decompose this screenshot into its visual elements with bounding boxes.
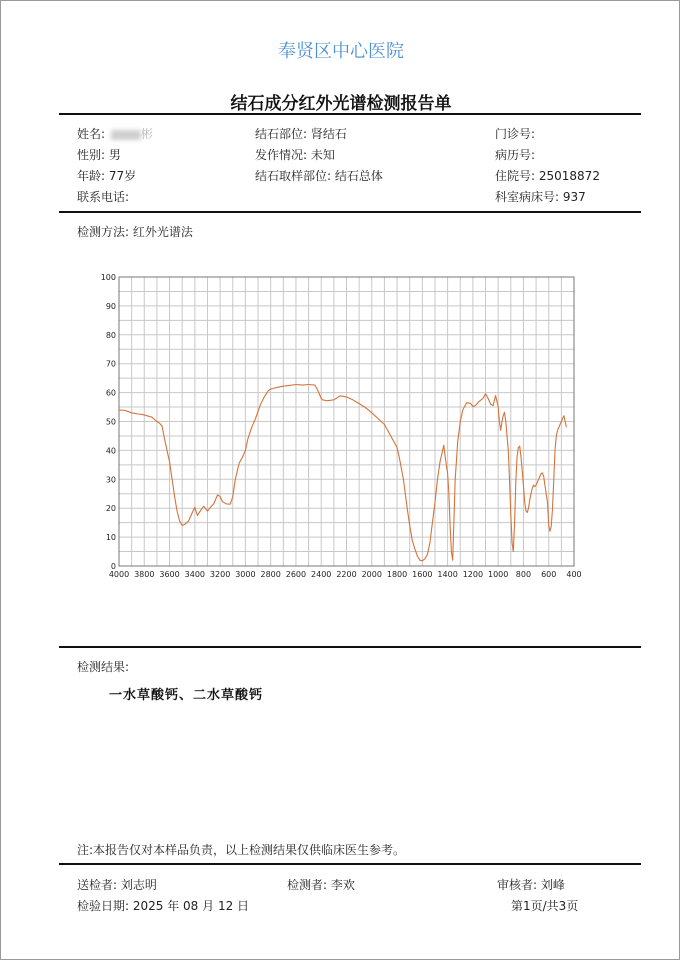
- age-field: [77, 167, 136, 184]
- sampling-value: 结石总体: [334, 169, 383, 183]
- phone-label: 联系电话:: [77, 190, 130, 204]
- x-tick-label: 1200: [462, 570, 484, 579]
- date-value: 2025 年 08 月 12 日: [132, 899, 250, 913]
- hospital-name: 奉贤区中心医院: [278, 41, 404, 62]
- chart-divider: [59, 646, 641, 648]
- phone-field: [77, 188, 129, 205]
- y-tick-label: 80: [105, 330, 116, 340]
- footer-divider: [59, 863, 641, 865]
- reviewer-value: 刘峰: [540, 878, 565, 892]
- sampling-label: 结石取样部位:: [255, 169, 332, 183]
- gender-label: 性别:: [77, 148, 106, 162]
- ward-bed-label: 科室病床号:: [495, 190, 560, 204]
- ward-bed-field: [495, 188, 586, 205]
- y-tick-label: 40: [105, 446, 116, 456]
- x-tick-label: 800: [515, 570, 532, 579]
- name-partial: 彬: [140, 127, 153, 141]
- onset-label: 发作情况:: [255, 148, 308, 162]
- stone-site-label: 结石部位:: [255, 127, 308, 141]
- y-tick-label: 70: [105, 359, 116, 369]
- tester-value: 李欢: [330, 878, 355, 892]
- redacted-name: [111, 130, 141, 140]
- test-date-field: [77, 897, 249, 914]
- age-value: 77岁: [108, 169, 137, 183]
- y-tick-label: 30: [105, 475, 116, 485]
- x-tick-label: 2200: [336, 570, 357, 579]
- record-no-field: [495, 146, 535, 163]
- x-tick-label: 1400: [437, 570, 458, 579]
- onset-value: 未知: [310, 148, 335, 162]
- y-tick-label: 60: [105, 388, 116, 398]
- admission-no-value: 25018872: [538, 169, 600, 183]
- y-tick-label: 100: [100, 273, 116, 282]
- clinic-no-label: 门诊号:: [495, 127, 536, 141]
- disclaimer-note: 注:本报告仅对本样品负责，以上检测结果仅供临床医生参考。: [77, 843, 406, 857]
- y-tick-label: 50: [105, 417, 116, 427]
- x-tick-label: 2800: [260, 570, 281, 579]
- x-tick-label: 3000: [235, 570, 256, 579]
- method-field: [77, 223, 193, 240]
- result-label: 检测结果:: [77, 660, 130, 674]
- onset-field: [255, 146, 335, 163]
- page-info: 第1页/共3页: [511, 899, 579, 913]
- x-tick-label: 600: [541, 570, 557, 579]
- x-tick-label: 4000: [108, 570, 130, 579]
- record-no-label: 病历号:: [495, 148, 536, 162]
- ward-bed-value: 937: [562, 190, 586, 204]
- report-title: 结石成分红外光谱检测报告单: [230, 94, 452, 114]
- y-tick-label: 10: [105, 533, 116, 543]
- x-tick-label: 2000: [361, 570, 382, 579]
- reviewer-field: [497, 876, 565, 893]
- submitter-field: [77, 876, 157, 893]
- gender-value: 男: [108, 148, 121, 162]
- stone-site-field: [255, 125, 347, 142]
- x-tick-label: 2600: [285, 570, 307, 579]
- x-tick-label: 3800: [134, 570, 155, 579]
- header-divider: [59, 113, 641, 115]
- submitter-label: 送检者:: [77, 878, 118, 892]
- x-tick-label: 2400: [311, 570, 332, 579]
- y-tick-label: 0: [110, 562, 116, 571]
- x-tick-label: 3200: [209, 570, 231, 579]
- sampling-field: [255, 167, 383, 184]
- x-tick-label: 1000: [487, 570, 509, 579]
- y-tick-label: 20: [105, 504, 116, 514]
- y-tick-label: 90: [105, 301, 116, 311]
- x-tick-label: 3600: [159, 570, 180, 579]
- x-tick-label: 400: [566, 570, 582, 579]
- date-label: 检验日期:: [77, 899, 130, 913]
- clinic-no-field: [495, 125, 535, 142]
- submitter-value: 刘志明: [120, 878, 157, 892]
- method-value: 红外光谱法: [132, 225, 193, 239]
- ir-spectrum-chart: [99, 266, 589, 586]
- age-label: 年龄:: [77, 169, 106, 183]
- name-field: [77, 125, 153, 142]
- tester-label: 检测者:: [287, 878, 328, 892]
- stone-site-value: 肾结石: [310, 127, 347, 141]
- result-value: 一水草酸钙、二水草酸钙: [109, 688, 264, 703]
- admission-no-field: [495, 167, 600, 184]
- gender-field: [77, 146, 121, 163]
- spectrum-line: [119, 385, 566, 561]
- admission-no-label: 住院号:: [495, 169, 536, 183]
- x-tick-label: 1600: [412, 570, 433, 579]
- method-label: 检测方法:: [77, 225, 130, 239]
- info-divider: [59, 211, 641, 213]
- x-tick-label: 3400: [184, 570, 206, 579]
- x-tick-label: 1800: [386, 570, 408, 579]
- reviewer-label: 审核者:: [497, 878, 538, 892]
- tester-field: [287, 876, 355, 893]
- name-label: 姓名:: [77, 127, 106, 141]
